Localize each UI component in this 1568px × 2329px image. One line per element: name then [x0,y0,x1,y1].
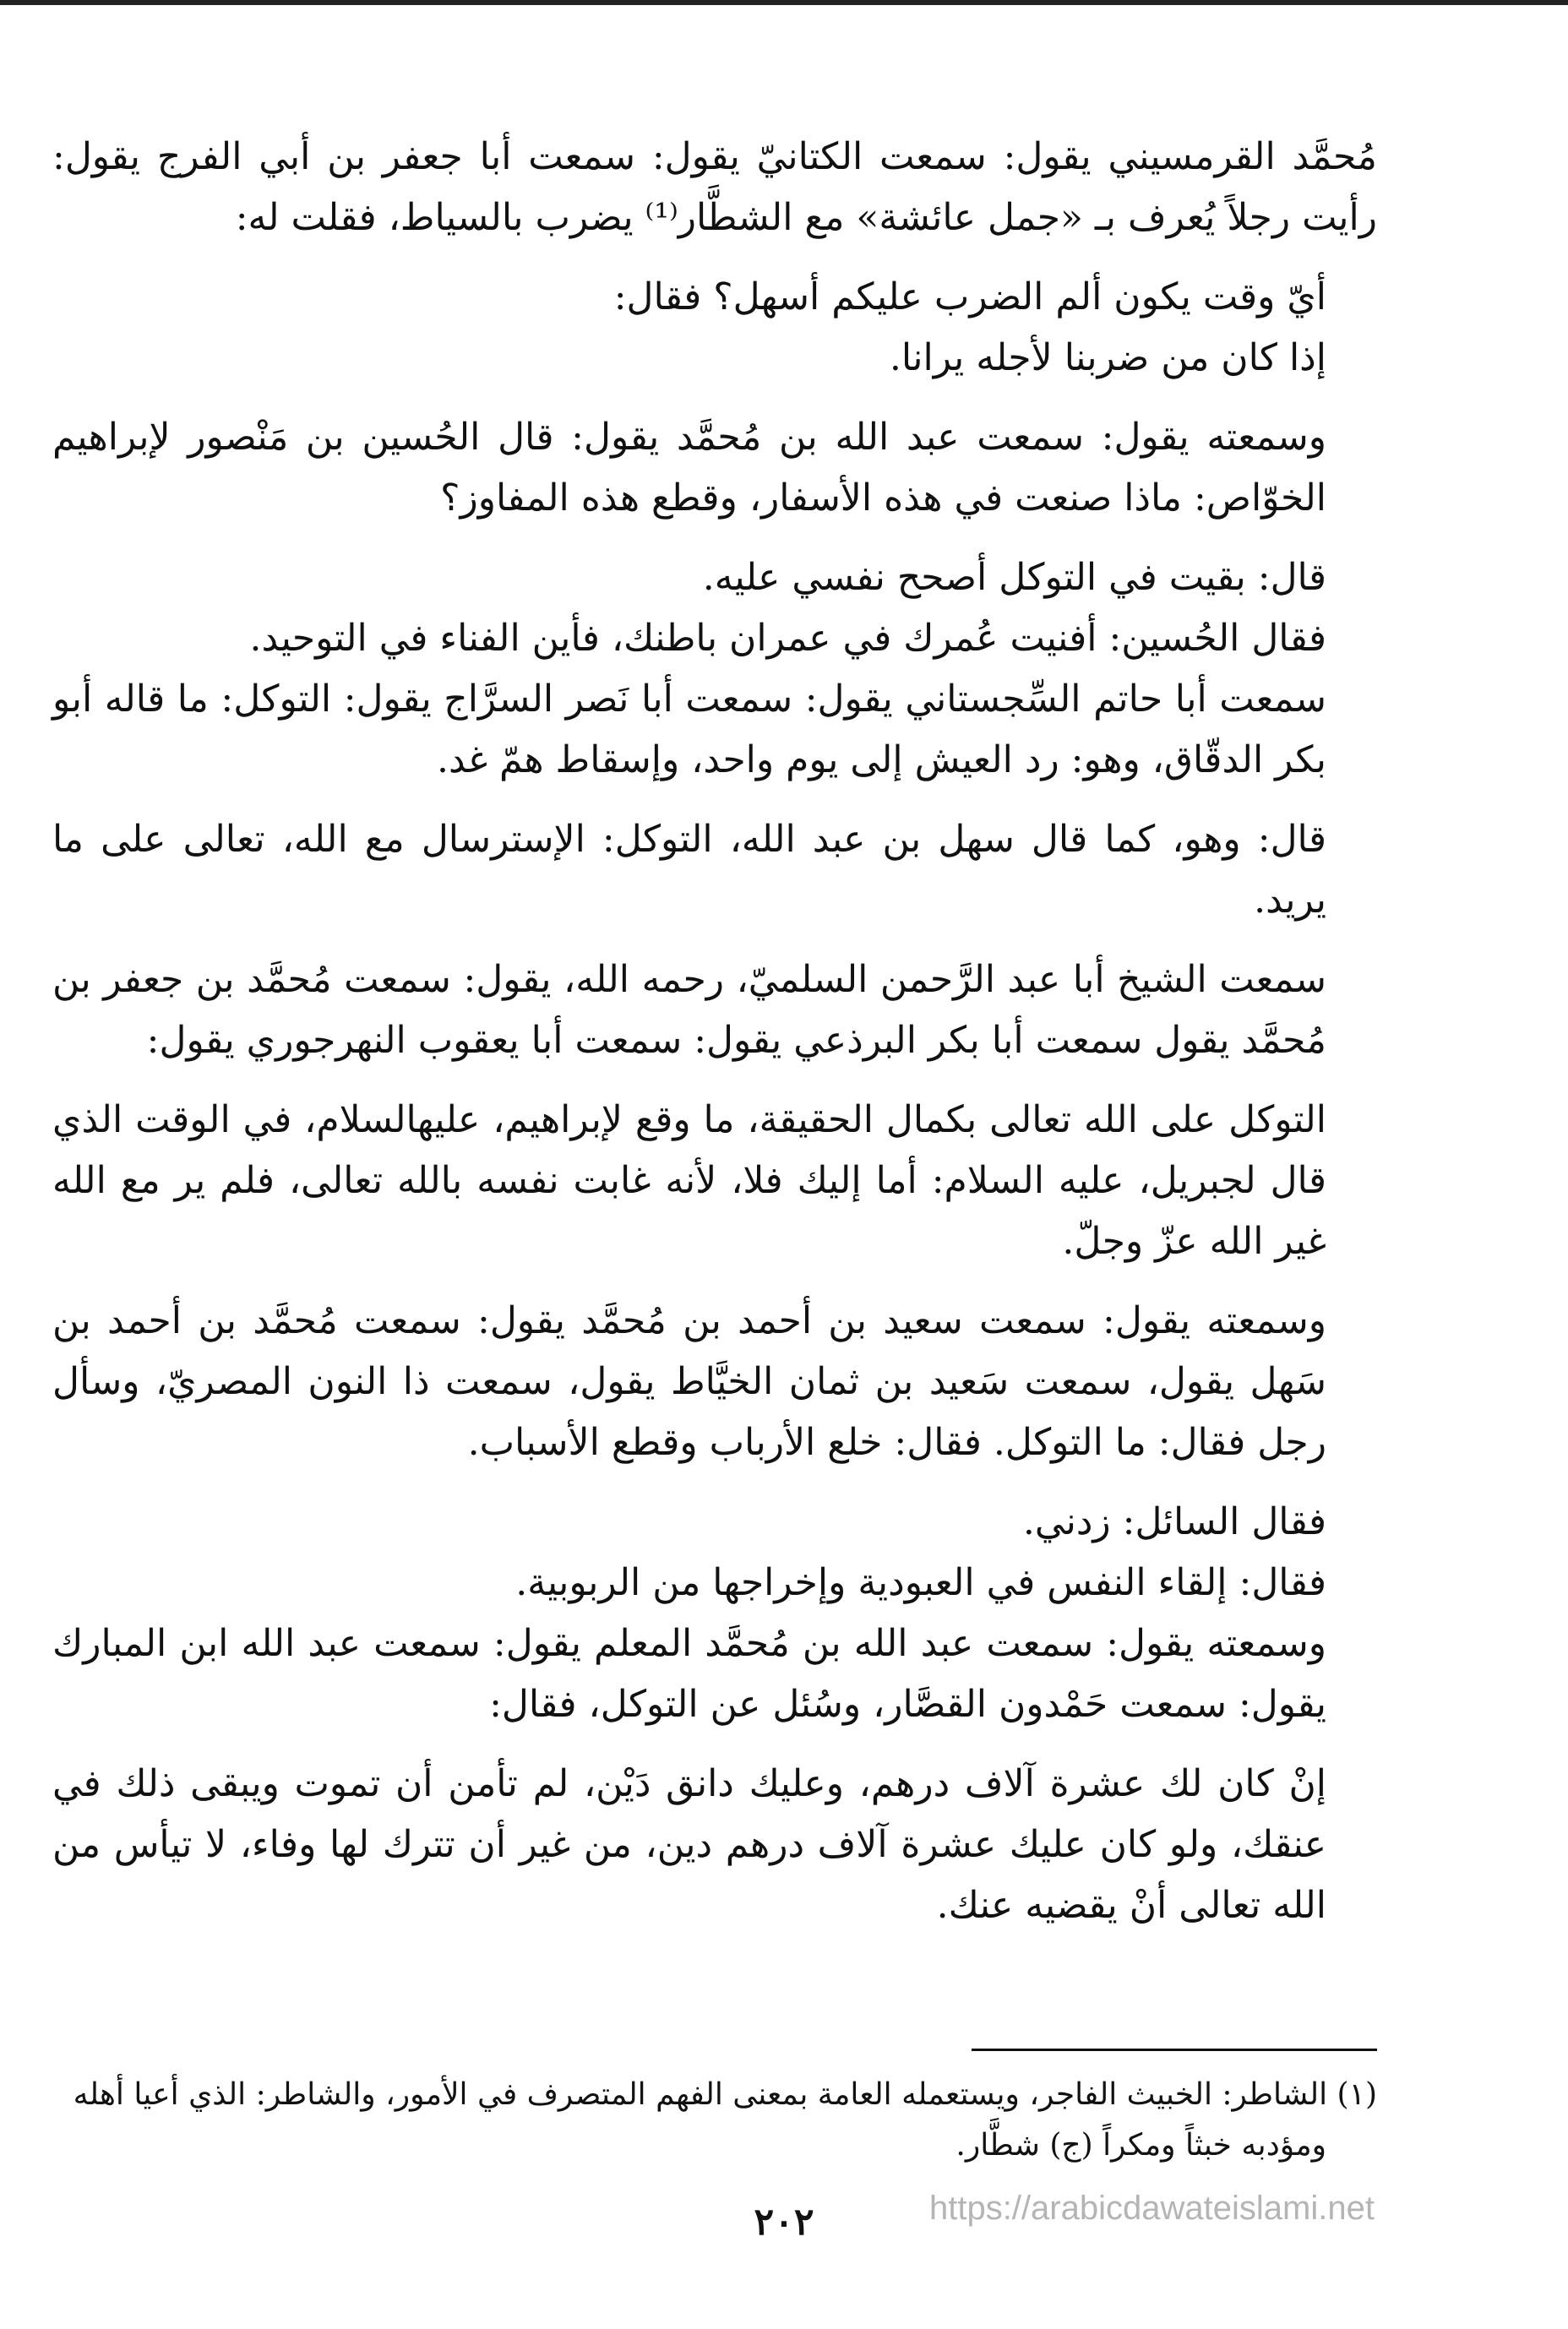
paragraph-14: وسمعته يقول: سمعت عبد الله بن مُحمَّد المعلم يقول: سمعت عبد الله ابن المبارك يقول: سمعت حَمْدون القصَّار، وسُئل عن التوكل، فقال: [52,1622,1326,1726]
paragraph-6: فقال الحُسين: أفنيت عُمرك في عمران باطنك، فأين الفناء في التوحيد. [249,617,1326,660]
page-number: ٢٠٢ [754,2201,814,2244]
main-text [52,127,1377,1955]
paragraph-8: قال: وهو، كما قال سهل بن عبد الله، التوكل: الإسترسال مع الله، تعالى على ما يريد. [52,818,1326,922]
paragraph-10: التوكل على الله تعالى بكمال الحقيقة، ما وقع لإبراهيم، عليهالسلام، في الوقت الذي قال لجبريل، عليه السلام: أما إليك فلا، لأنه غابت نفسه بالله تعالى، فلم ير مع الله غير الله عزّ وجلّ. [52,1098,1326,1263]
footnote-line-1: (١) الشاطر: الخبيث الفاجر، ويستعمله العامة بمعنى الفهم المتصرف في الأمور، والشاطر: الذي أعيا أهله [73,2077,1377,2112]
paragraph-1: مُحمَّد القرمسيني يقول: سمعت الكتانيّ يقول: سمعت أبا جعفر بن أبي الفرج يقول: رأيت رجلاً يُعرف بـ «جمل عائشة» مع الشطَّار⁽¹⁾ يضرب بالسياط، فقلت له: [52,135,1377,239]
watermark-url: https://arabicdawateislami.net [929,2190,1375,2227]
paragraph-4: وسمعته يقول: سمعت عبد الله بن مُحمَّد يقول: قال الحُسين بن مَنْصور لإبراهيم الخوّاص: ماذا صنعت في هذه الأسفار، وقطع هذه المفاوز؟ [52,416,1326,520]
top-border-rule [0,0,1568,10]
footnote-line-2: ومؤدبه خبثاً ومكراً (ج) شطَّار. [956,2128,1326,2163]
paragraph-11: وسمعته يقول: سمعت سعيد بن أحمد بن مُحمَّد يقول: سمعت مُحمَّد بن أحمد بن سَهل يقول، سمعت سَعيد بن ثمان الخيَّاط يقول، سمعت ذا النون المصريّ، وسأل رجل فقال: ما التوكل. فقال: خلع الأرباب وقطع الأسباب. [52,1299,1326,1464]
paragraph-15: إنْ كان لك عشرة آلاف درهم، وعليك دانق دَيْن، لم تأمن أن تموت ويبقى ذلك في عنقك، ولو كان عليك عشرة آلاف درهم دين، من غير أن تترك لها وفاء، لا تيأس من الله تعالى أنْ يقضيه عنك. [52,1762,1326,1927]
footnotes [52,2070,1377,2171]
paragraph-7: سمعت أبا حاتم السِّجستاني يقول: سمعت أبا نَصر السرَّاج يقول: التوكل: ما قاله أبو بكر الدقّاق، وهو: رد العيش إلى يوم واحد، وإسقاط همّ غد. [52,677,1326,781]
paragraph-12: فقال السائل: زدني. [1022,1500,1326,1543]
footnote-separator [0,2049,1568,2051]
paragraph-13: فقال: إلقاء النفس في العبودية وإخراجها من الربوبية. [515,1561,1326,1604]
paragraph-5: قال: بقيت في التوكل أصحح نفسي عليه. [702,556,1326,599]
paragraph-2: أيّ وقت يكون ألم الضرب عليكم أسهل؟ فقال: [613,275,1326,318]
paragraph-3: إذا كان من ضربنا لأجله يرانا. [889,336,1326,379]
paragraph-9: سمعت الشيخ أبا عبد الرَّحمن السلميّ، رحمه الله، يقول: سمعت مُحمَّد بن جعفر بن مُحمَّد يقول سمعت أبا بكر البرذعي يقول: سمعت أبا يعقوب النهرجوري يقول: [52,958,1326,1062]
